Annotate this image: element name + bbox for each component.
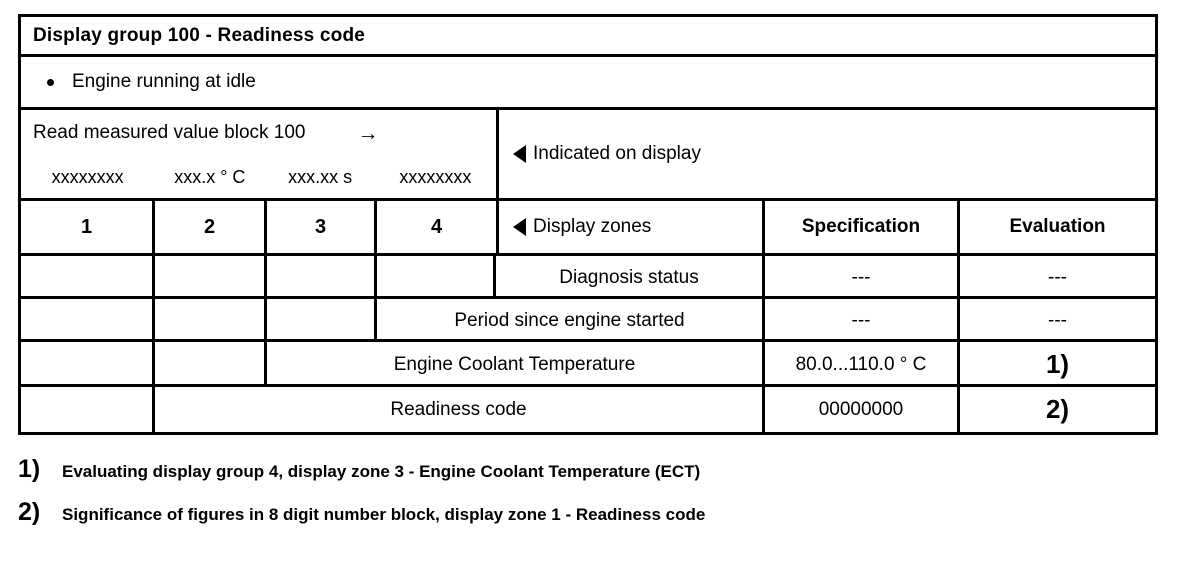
precondition-text: Engine running at idle xyxy=(72,71,256,92)
footnotes xyxy=(18,455,1158,541)
row-pad-col2 xyxy=(155,342,267,384)
row-pad-col1 xyxy=(21,387,155,432)
placeholder-zone-1: xxxxxxxx xyxy=(51,166,124,187)
read-instruction-row xyxy=(21,110,496,156)
row-pad-col3 xyxy=(267,299,377,339)
indicated-on-display-row xyxy=(499,110,1155,201)
read-measured-value-block xyxy=(21,110,499,253)
page-title: Display group 100 - Readiness code xyxy=(33,24,366,46)
row-pad-col1 xyxy=(21,256,155,296)
table-frame xyxy=(18,14,1158,435)
precondition-row xyxy=(21,57,1155,110)
arrow-right-icon: → xyxy=(357,121,379,145)
header-specification: Specification xyxy=(765,201,960,253)
row-pad-col2 xyxy=(155,299,267,339)
row-spec-engine-coolant-temperature: 80.0...110.0 ° C xyxy=(765,342,960,384)
row-eval-engine-coolant-temperature: 1) xyxy=(1045,349,1070,379)
row-spec-diagnosis-status: --- xyxy=(765,256,960,296)
measured-value-section xyxy=(21,110,1155,256)
header-display-zones xyxy=(499,201,765,253)
row-label-diagnosis-status: Diagnosis status xyxy=(496,256,765,296)
row-pad-col2 xyxy=(155,256,267,296)
zone-number-row xyxy=(21,201,496,253)
row-spec-period-since-start: --- xyxy=(765,299,960,339)
footnote-1-text: Evaluating display group 4, display zone 3 - Engine Coolant Temperature (ECT) xyxy=(62,462,701,481)
footnote-2-mark: 2) xyxy=(18,498,41,526)
footnote-1-mark: 1) xyxy=(18,455,41,483)
placeholder-zone-3: xxx.xx s xyxy=(288,166,353,187)
table-row xyxy=(21,342,1155,387)
row-label-period-since-start: Period since engine started xyxy=(377,299,765,339)
zone-number-1: 1 xyxy=(21,201,155,253)
zone-number-4: 4 xyxy=(430,216,443,238)
zone-number-2: 2 xyxy=(155,201,267,253)
row-pad-col1 xyxy=(21,342,155,384)
row-eval-diagnosis-status: --- xyxy=(1048,267,1067,288)
table-header-row xyxy=(499,201,1155,253)
pointer-left-icon-2 xyxy=(513,218,526,236)
table-title-row xyxy=(21,17,1155,57)
placeholder-zone-4: xxxxxxxx xyxy=(399,166,472,187)
table-row xyxy=(21,299,1155,342)
row-pad-col4 xyxy=(377,256,496,296)
row-label-engine-coolant-temperature: Engine Coolant Temperature xyxy=(267,342,765,384)
row-spec-readiness-code: 00000000 xyxy=(765,387,960,432)
footnote-2 xyxy=(18,498,1158,527)
indicated-on-display-label: Indicated on display xyxy=(533,143,701,164)
bullet-icon xyxy=(47,79,54,86)
footnote-2-text: Significance of figures in 8 digit number block, display zone 1 - Readiness code xyxy=(62,505,706,524)
pointer-left-icon xyxy=(513,145,526,163)
header-display-zones-label: Display zones xyxy=(533,216,652,237)
read-instruction-label: Read measured value block 100 xyxy=(33,122,306,143)
row-eval-period-since-start: --- xyxy=(1048,310,1067,331)
row-eval-readiness-code: 2) xyxy=(1045,394,1070,424)
header-evaluation: Evaluation xyxy=(1009,216,1106,237)
row-pad-col3 xyxy=(267,256,377,296)
placeholder-zone-2: xxx.x ° C xyxy=(174,166,246,187)
row-label-readiness-code: Readiness code xyxy=(155,387,765,432)
readiness-code-table xyxy=(18,14,1158,435)
display-panel xyxy=(499,110,1155,253)
footnote-1 xyxy=(18,455,1158,484)
placeholder-row xyxy=(21,156,496,201)
zone-number-3: 3 xyxy=(267,201,377,253)
table-row xyxy=(21,256,1155,299)
table-row xyxy=(21,387,1155,432)
row-pad-col1 xyxy=(21,299,155,339)
